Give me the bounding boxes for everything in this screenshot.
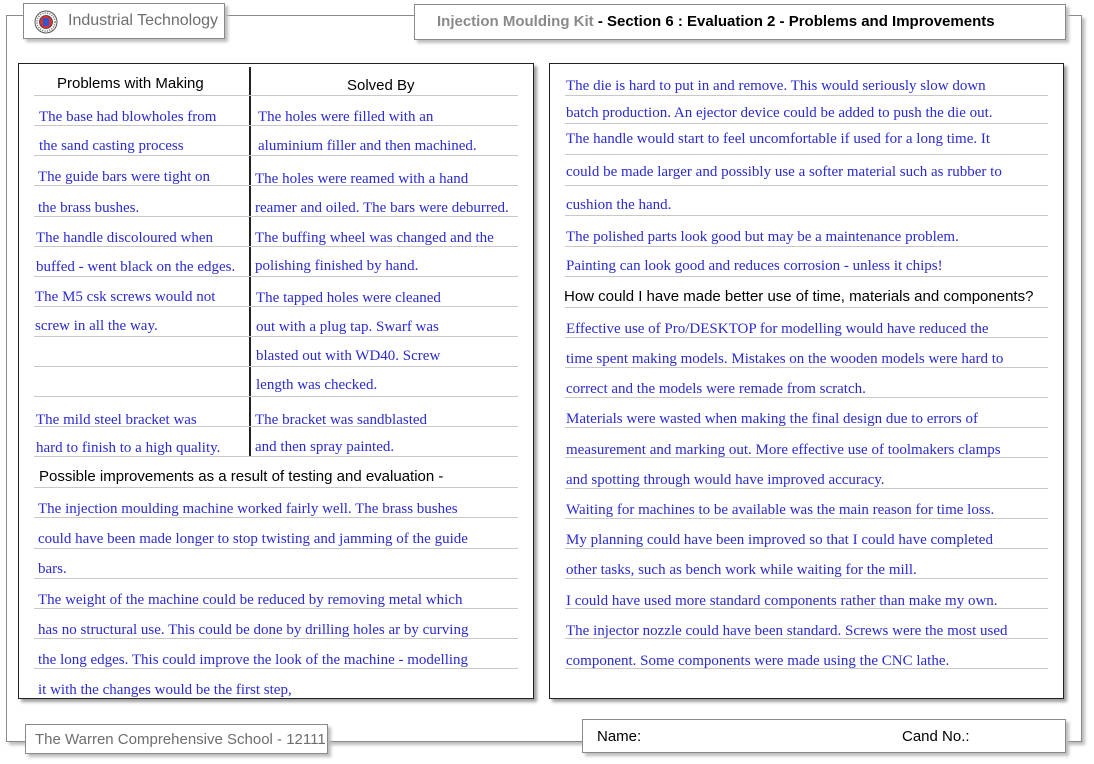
time-materials-question: How could I have made better use of time, materials and components? — [564, 288, 1034, 305]
problem-line: buffed - went black on the edges. — [36, 259, 236, 275]
solution-line: aluminium filler and then machined. — [258, 138, 477, 154]
problem-line: hard to finish to a high quality. — [36, 440, 221, 456]
solution-line: The holes were filled with an — [258, 109, 434, 125]
improvement-line: bars. — [38, 561, 67, 577]
col-header-problems: Problems with Making — [57, 75, 204, 92]
candidate-box — [582, 719, 1066, 753]
cand-no-label: Cand No.: — [902, 728, 970, 745]
col-header-solved: Solved By — [347, 77, 415, 94]
solution-line: reamer and oiled. The bars were deburred. — [255, 200, 509, 216]
page-title — [437, 13, 995, 30]
improvement-line: the long edges. This could improve the look of the machine - modelling — [38, 652, 469, 668]
evaluation-line: Painting can look good and reduces corrosion - unless it chips! — [566, 258, 943, 274]
evaluation-line: Effective use of Pro/DESKTOP for modelling would have reduced the — [566, 321, 989, 337]
problem-line: the sand casting process — [39, 138, 184, 154]
school-box — [25, 724, 328, 754]
title-rest: - Section 6 : Evaluation 2 - Problems and Improvements — [593, 13, 995, 30]
problem-line: The mild steel bracket was — [36, 412, 197, 428]
improvements-heading: Possible improvements as a result of testing and evaluation - — [39, 468, 444, 485]
evaluation-line: The handle would start to feel uncomfortable if used for a long time. It — [566, 131, 991, 147]
evaluation-line: I could have used more standard components rather than make my own. — [566, 593, 998, 609]
evaluation-line: measurement and marking out. More effective use of toolmakers clamps — [566, 442, 1001, 458]
solution-line: blasted out with WD40. Screw — [256, 348, 441, 364]
evaluation-line: cushion the hand. — [566, 197, 672, 213]
problem-line: The guide bars were tight on — [38, 169, 211, 185]
evaluation-line: time spent making models. Mistakes on the wooden models were hard to — [566, 351, 1004, 367]
solution-line: and then spray painted. — [255, 439, 395, 455]
evaluation-line: other tasks, such as bench work while waiting for the mill. — [566, 562, 917, 578]
solution-line: out with a plug tap. Swarf was — [256, 319, 439, 335]
problem-line: The base had blowholes from — [39, 109, 217, 125]
improvement-line: The injection moulding machine worked fairly well. The brass bushes — [38, 501, 458, 517]
evaluation-line: The polished parts look good but may be a maintenance problem. — [566, 229, 959, 245]
improvement-line: has no structural use. This could be done by drilling holes ar by curving — [38, 622, 469, 638]
name-label: Name: — [597, 728, 642, 745]
improvement-line: it with the changes would be the first step, — [38, 682, 292, 698]
solution-line: The tapped holes were cleaned — [256, 290, 441, 306]
evaluation-line: batch production. An ejector device could be added to push the die out. — [566, 105, 993, 121]
evaluation-line: component. Some components were made using the CNC lathe. — [566, 653, 950, 669]
problem-line: The handle discoloured when — [36, 230, 214, 246]
solution-line: The buffing wheel was changed and the — [255, 230, 494, 246]
solution-line: polishing finished by hand. — [255, 258, 419, 274]
evaluation-line: My planning could have been improved so that I could have completed — [566, 532, 993, 548]
evaluation-line: The injector nozzle could have been standard. Screws were the most used — [566, 623, 1008, 639]
evaluation-line: The die is hard to put in and remove. This would seriously slow down — [566, 78, 986, 94]
problem-line: the brass bushes. — [38, 200, 140, 216]
right-panel — [549, 63, 1064, 699]
solution-line: The holes were reamed with a hand — [255, 171, 469, 187]
evaluation-line: and spotting through would have improved accuracy. — [566, 472, 885, 488]
title-box — [414, 4, 1066, 40]
problem-line: screw in all the way. — [35, 318, 158, 334]
evaluation-line: correct and the models were remade from scratch. — [566, 381, 866, 397]
evaluation-line: could be made larger and possibly use a softer material such as rubber to — [566, 164, 1002, 180]
evaluation-line: Waiting for machines to be available was the main reason for time loss. — [566, 502, 995, 518]
left-panel — [18, 63, 534, 699]
solution-line: The bracket was sandblasted — [255, 412, 428, 428]
title-prefix: Injection Moulding Kit — [437, 13, 594, 30]
brand-title: Industrial Technology — [68, 12, 219, 29]
solution-line: length was checked. — [256, 377, 378, 393]
problem-line: The M5 csk screws would not — [35, 289, 216, 305]
school-logo-icon — [34, 10, 58, 34]
school-name: The Warren Comprehensive School - 12111 — [35, 731, 326, 748]
evaluation-line: Materials were wasted when making the final design due to errors of — [566, 411, 978, 427]
brand-box — [23, 3, 225, 39]
improvement-line: could have been made longer to stop twisting and jamming of the guide — [38, 531, 468, 547]
improvement-line: The weight of the machine could be reduced by removing metal which — [38, 592, 463, 608]
